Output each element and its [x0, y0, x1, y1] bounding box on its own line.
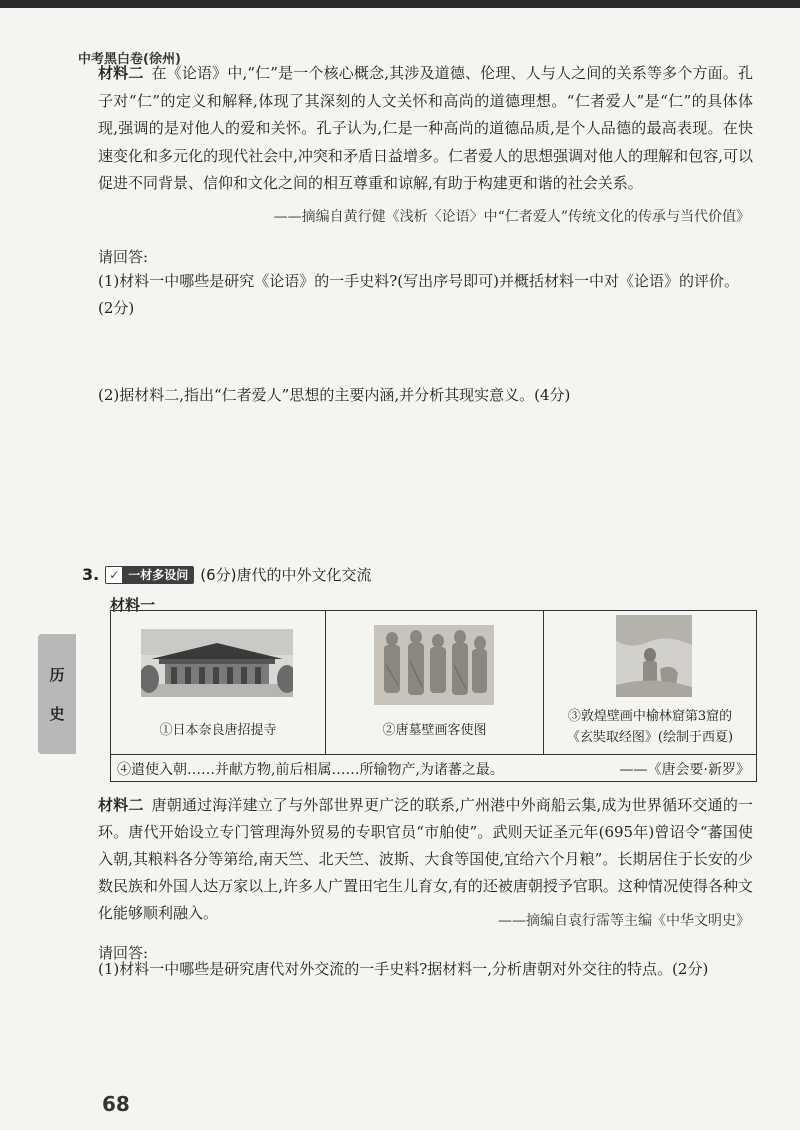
question-3-header — [82, 564, 371, 585]
temple-photo — [141, 629, 293, 697]
side-tab-char-2: 史 — [49, 705, 65, 723]
material2-label: 材料二 — [98, 64, 144, 82]
material2b-paragraph — [98, 792, 753, 927]
caption-3-line2: 《玄奘取经图》(绘制于西夏) — [566, 730, 734, 745]
material2-paragraph — [98, 60, 753, 198]
material2-source: ——摘编自黄行健《浅析〈论语〉中“仁者爱人”传统文化的传承与当代价值》 — [273, 209, 750, 225]
subject-side-tab — [38, 634, 76, 754]
image-cell-1 — [111, 611, 326, 754]
answer-prompt: 请回答: — [98, 248, 149, 266]
item4-source: ——《唐会要·新罗》 — [619, 762, 750, 778]
material2b-text: 唐朝通过海洋建立了与外部世界更广泛的联系,广州港中外商船云集,成为世界循环交通的一环。唐代开始设立专门管理海外贸易的专职官员“市舶使”。武则天证圣元年(695年)曾诏令“蕃国使入朝,其粮料各分等第给,南天竺、北天竺、波斯、大食等国使,宜给六个月粮”。长期居住于长安的少数民族和外国人达万家以上,许多人广置田宅生儿育女,有的还被唐朝授予官职。这种情况使得各种文化能够顺利融入。 — [98, 796, 753, 922]
top-edge-bar — [0, 0, 800, 8]
item4-text: ④遣使入朝……并献方物,前后相属……所输物产,为诸蕃之最。 — [117, 762, 504, 778]
question-3-number: 3. — [82, 565, 100, 584]
running-header: 中考黑白卷(徐州) — [78, 52, 181, 67]
caption-3-line1: ③敦煌壁画中榆林窟第3窟的 — [567, 709, 733, 724]
checkmark-icon: ✓ — [106, 567, 122, 583]
mural-photo — [374, 625, 494, 705]
question-3-1: (1)材料一中哪些是研究唐代对外交流的一手史料?据材料一,分析唐朝对外交往的特点。(2分) — [98, 960, 709, 978]
answer-prompt-b: 请回答: — [98, 944, 149, 962]
material1-image-table — [110, 610, 757, 782]
badge-text: 一材多设问 — [128, 568, 189, 582]
caption-1: ①日本奈良唐招提寺 — [159, 723, 277, 738]
image-cell-2 — [326, 611, 544, 754]
material2b-label: 材料二 — [98, 796, 144, 814]
material1-label: 材料一 — [110, 596, 156, 614]
material2-text: 在《论语》中,“仁”是一个核心概念,其涉及道德、伦理、人与人之间的关系等多个方面。孔子对“仁”的定义和解释,体现了其深刻的人文关怀和高尚的道德理想。“仁者爱人”是“仁”的具体体现,强调的是对他人的爱和关怀。孔子认为,仁是一种高尚的道德品质,是个人品德的最高表现。在快速变化和多元化的现代社会中,冲突和矛盾日益增多。仁者爱人的思想强调对他人的理解和包容,可以促进不同背景、信仰和文化之间的相互尊重和谅解,有助于构建更和谐的社会关系。 — [98, 64, 753, 192]
page-number: 68 — [102, 1092, 130, 1116]
material2b-source: ——摘编自袁行霈等主编《中华文明史》 — [498, 913, 750, 929]
item4-row — [111, 754, 756, 781]
xuanzang-mural-photo — [616, 615, 692, 697]
image-cell-3 — [544, 611, 756, 754]
question-type-badge — [105, 566, 194, 584]
side-tab-char-1: 历 — [49, 666, 65, 684]
question-2-1: (1)材料一中哪些是研究《论语》的一手史料?(写出序号即可)并概括材料一中对《论语》的评价。(2分) — [98, 272, 739, 317]
caption-2: ②唐墓壁画客使图 — [382, 723, 487, 738]
question-2-2: (2)据材料二,指出“仁者爱人”思想的主要内涵,并分析其现实意义。(4分) — [98, 386, 571, 404]
question-3-title: (6分)唐代的中外文化交流 — [200, 566, 372, 584]
